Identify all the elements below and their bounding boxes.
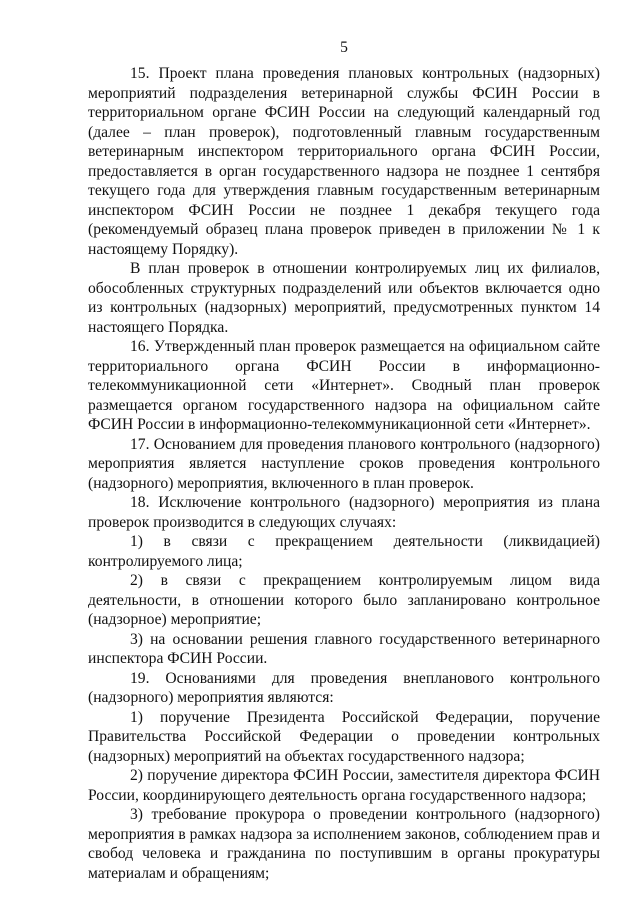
paragraph-19-item-1: 1) поручение Президента Российской Федерации, поручение Правительства Российской Федерации о проведении контрольных (надзорных) мероприятий на объектах государственного надзора; <box>88 708 600 765</box>
paragraph-17: 17. Основанием для проведения планового контрольного (надзорного) мероприятия является наступление сроков проведения контрольного (надзорного) мероприятия, включенного в план проверок. <box>88 435 600 492</box>
paragraph-19-item-3: 3) требование прокурора о проведении контрольного (надзорного) мероприятия в рамках надзора за исполнением законов, соблюдением прав и свобод человека и гражданина по поступившим в органы прокуратуры материалам и обращениям; <box>88 806 600 882</box>
paragraph-15-continued: В план проверок в отношении контролируемых лиц их филиалов, обособленных структурных подразделений или объектов включается одно из контрольных (надзорных) мероприятий, предусмотренных пунктом 14 настоящего Порядка. <box>88 260 600 336</box>
paragraph-16: 16. Утвержденный план проверок размещается на официальном сайте территориального органа ФСИН России в информационно-телекоммуникационной сети «Интернет». Сводный план проверок размещается органом государственного надзора на официальном сайте ФСИН России в информационно-телекоммуникационной сети «Интернет». <box>88 338 600 433</box>
document-body <box>88 64 600 883</box>
paragraph-18: 18. Исключение контрольного (надзорного) мероприятия из плана проверок производится в следующих случаях: <box>88 494 600 531</box>
page-number: 5 <box>340 39 348 56</box>
paragraph-15: 15. Проект плана проведения плановых контрольных (надзорных) мероприятий подразделения ветеринарной службы ФСИН России в территориальном органе ФСИН России на следующий календарный год (далее – план проверок), подготовленный главным государственным ветеринарным инспектором территориального органа ФСИН России, предоставляется в орган государственного надзора не позднее 1 сентября текущего года для утверждения главным государственным ветеринарным инспектором ФСИН России не позднее 1 декабря текущего года (рекомендуемый образец плана проверок приведен в приложении № 1 к настоящему Порядку). <box>88 65 600 258</box>
paragraph-18-item-1: 1) в связи с прекращением деятельности (ликвидацией) контролируемого лица; <box>88 533 600 570</box>
paragraph-19: 19. Основаниями для проведения внепланового контрольного (надзорного) мероприятия являются: <box>88 669 600 706</box>
paragraph-18-item-3: 3) на основании решения главного государственного ветеринарного инспектора ФСИН России. <box>88 630 600 667</box>
paragraph-18-item-2: 2) в связи с прекращением контролируемым лицом вида деятельности, в отношении которого было запланировано контрольное (надзорное) мероприятие; <box>88 572 600 628</box>
paragraph-19-item-2: 2) поручение директора ФСИН России, заместителя директора ФСИН России, координирующего деятельность органа государственного надзора; <box>88 767 600 804</box>
document-page <box>88 38 600 883</box>
